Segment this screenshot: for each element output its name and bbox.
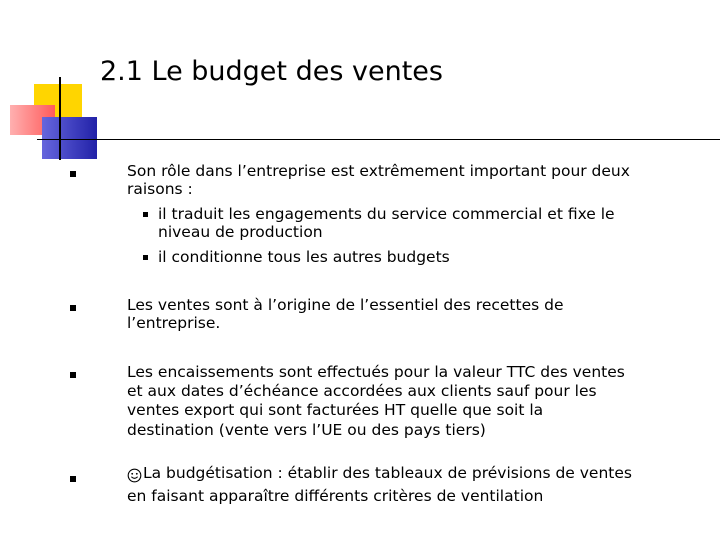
- bullet-text-line: raisons :: [127, 180, 193, 198]
- square-bullet-icon: [70, 476, 76, 482]
- bullet-text-line: Les ventes sont à l’origine de l’essentiel des recettes de: [127, 296, 564, 314]
- bullet-text-line: destination (vente vers l’UE ou des pays tiers): [127, 421, 486, 439]
- smiley-icon: [127, 468, 142, 483]
- slide-title: 2.1 Le budget des ventes: [100, 56, 443, 87]
- bullet-text-line: l’entreprise.: [127, 314, 221, 332]
- square-bullet-icon: [143, 212, 148, 217]
- square-bullet-icon: [70, 171, 76, 177]
- square-bullet-icon: [70, 305, 76, 311]
- sub-bullet-text-line: il conditionne tous les autres budgets: [158, 248, 450, 266]
- sub-bullet-text-line: il traduit les engagements du service commercial et fixe le: [158, 205, 615, 223]
- square-bullet-icon: [70, 372, 76, 378]
- bullet-text-line: et aux dates d’échéance accordées aux clients sauf pour les: [127, 382, 597, 400]
- bullet-text-line: Les encaissements sont effectués pour la valeur TTC des ventes: [127, 363, 625, 381]
- sub-bullet-text-line: niveau de production: [158, 223, 323, 241]
- bullet-text-line: Son rôle dans l’entreprise est extrêmement important pour deux: [127, 162, 630, 180]
- bullet-text-line: La budgétisation : établir des tableaux de prévisions de ventes: [143, 464, 632, 482]
- bullet-text-line: en faisant apparaître différents critères de ventilation: [127, 487, 544, 505]
- bullet-text-line: ventes export qui sont facturées HT quelle que soit la: [127, 401, 544, 419]
- square-bullet-icon: [143, 255, 148, 260]
